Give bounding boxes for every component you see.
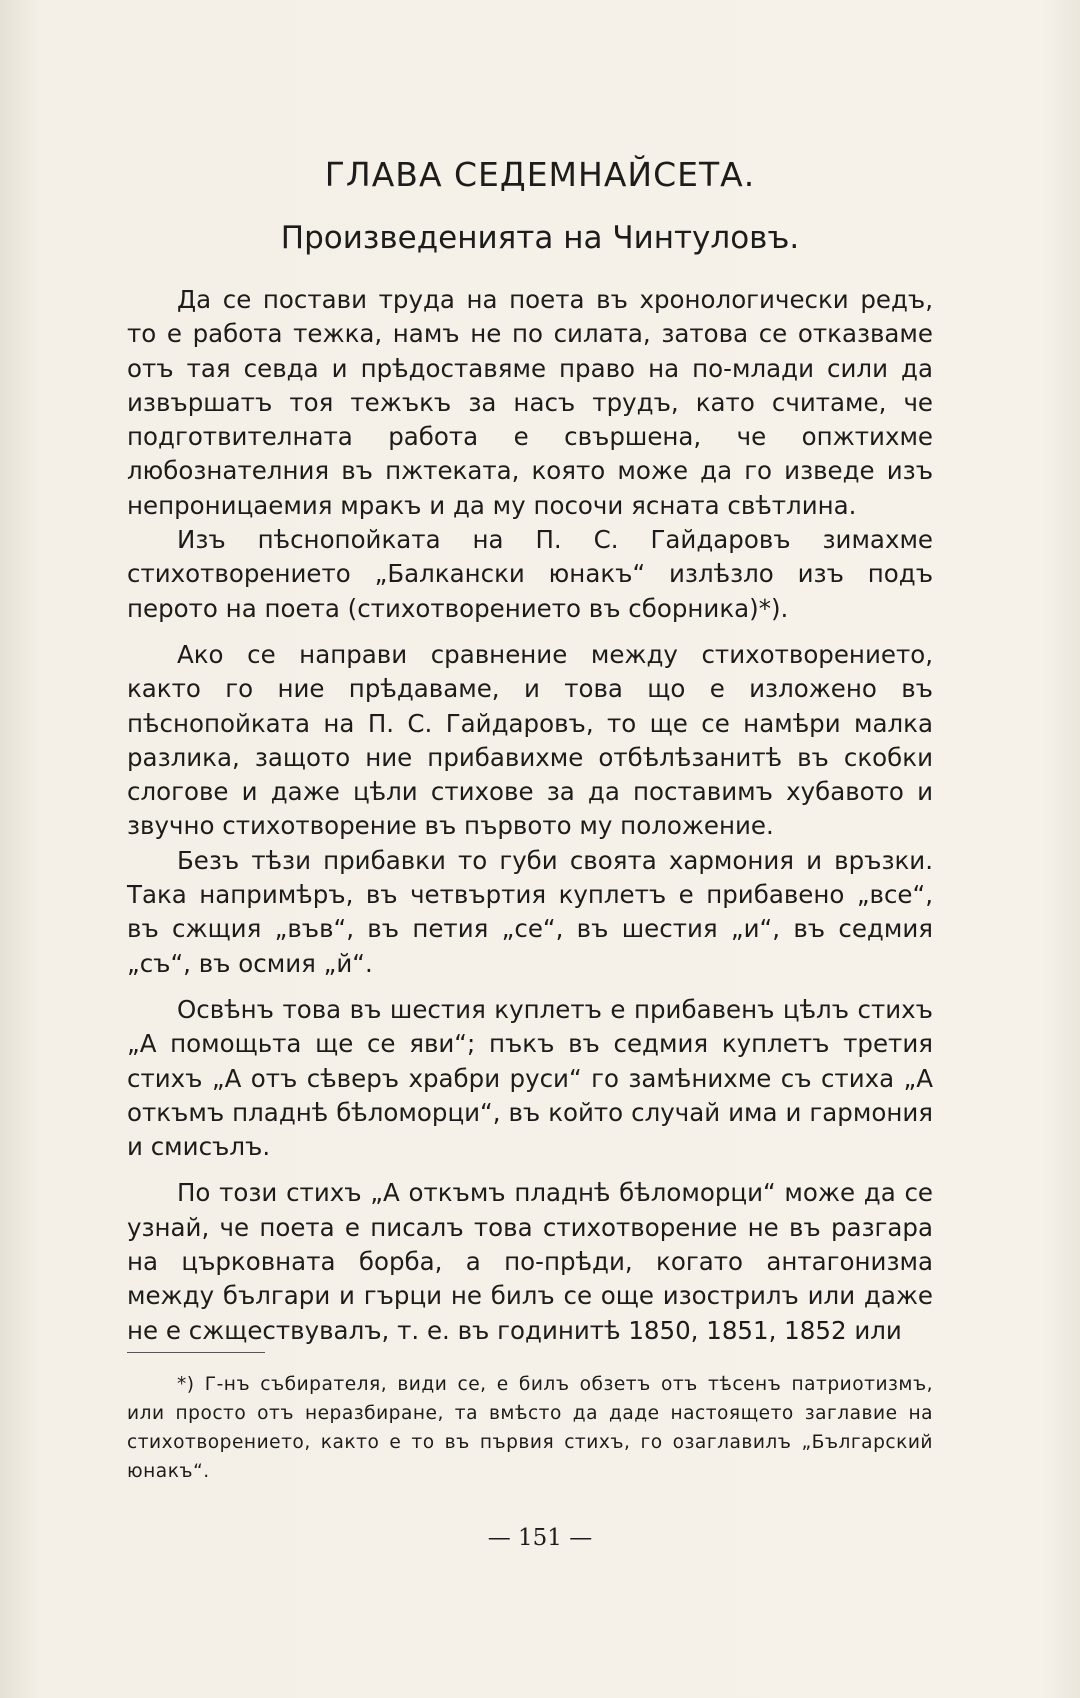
paragraph: По този стихъ „А откъмъ пладнѣ бѣломорци“ може да се узнай, че поета е писалъ това стихотворение не въ разгара на църковната борба, а по-прѣди, когато антагонизма между българи и гърци не билъ се още изострилъ или даже не е сжществувалъ, т. е. въ годинитѣ 1850, 1851, 1852 или bbox=[127, 1178, 933, 1345]
paragraph: Освѣнъ това въ шестия куплетъ е прибавенъ цѣлъ стихъ „А помощьта ще се яви“; пъкъ въ седмия куплетъ третия стихъ „А отъ сѣверъ храбри руси“ го замѣнихме съ стиха „А откъмъ пладнѣ бѣломорци“, въ който случай има и гармония и смисълъ. bbox=[127, 994, 933, 1162]
footnote bbox=[127, 1370, 933, 1486]
paragraph: Изъ пѣснопойката на П. С. Гайдаровъ зимахме стихотворението „Балкански юнакъ“ излѣзло изъ подъ перото на поета (стихотворението въ сборника)*). bbox=[127, 525, 933, 623]
paragraph: Ако се направи сравнение между стихотворението, както го ние прѣдаваме, и това що е изложено въ пѣснопойката на П. С. Гайдаровъ, то ще се намѣри малка разлика, защото ние прибавихме отбѣлѣзанитѣ въ скобки слогове и даже цѣли стихове за да поставимъ хубавото и звучно стихотворение въ първото му положение. bbox=[127, 639, 933, 841]
section-title: Произведенията на Чинтуловъ. bbox=[280, 220, 800, 256]
page-number: — 151 — bbox=[487, 1525, 593, 1551]
footnote-divider bbox=[127, 1352, 265, 1353]
paragraph: Да се постави труда на поета въ хронологически редъ, то е работа тежка, намъ не по силата, затова се отказваме отъ тая севда и прѣдоставяме право на по-млади сили да извършатъ тоя тежъкъ за насъ трудъ, като считаме, че подготвителната работа е свършена, че опжтихме любознателния въ пжтеката, която може да го изведе изъ непроницаемия мракъ и да му посочи ясната свѣтлина. bbox=[127, 285, 933, 520]
body-text bbox=[127, 283, 933, 1348]
footnote-text: *) Г-нъ събирателя, види се, е билъ обзетъ отъ тѣсенъ патриотизмъ, или просто отъ неразбиране, та вмѣсто да даде настоящето заглавие на стихотворението, както е то въ първия стихъ, го озаглавилъ „Българский юнакъ“. bbox=[127, 1374, 933, 1482]
paragraph: Безъ тѣзи прибавки то губи своята хармония и връзки. Така напримѣръ, въ четвъртия куплетъ е прибавено „все“, въ сжщия „във“, въ петия „се“, въ шестия „и“, въ седмия „съ“, въ осмия „й“. bbox=[127, 845, 933, 978]
chapter-title: ГЛАВА СЕДЕМНАЙСЕТА. bbox=[324, 155, 756, 194]
